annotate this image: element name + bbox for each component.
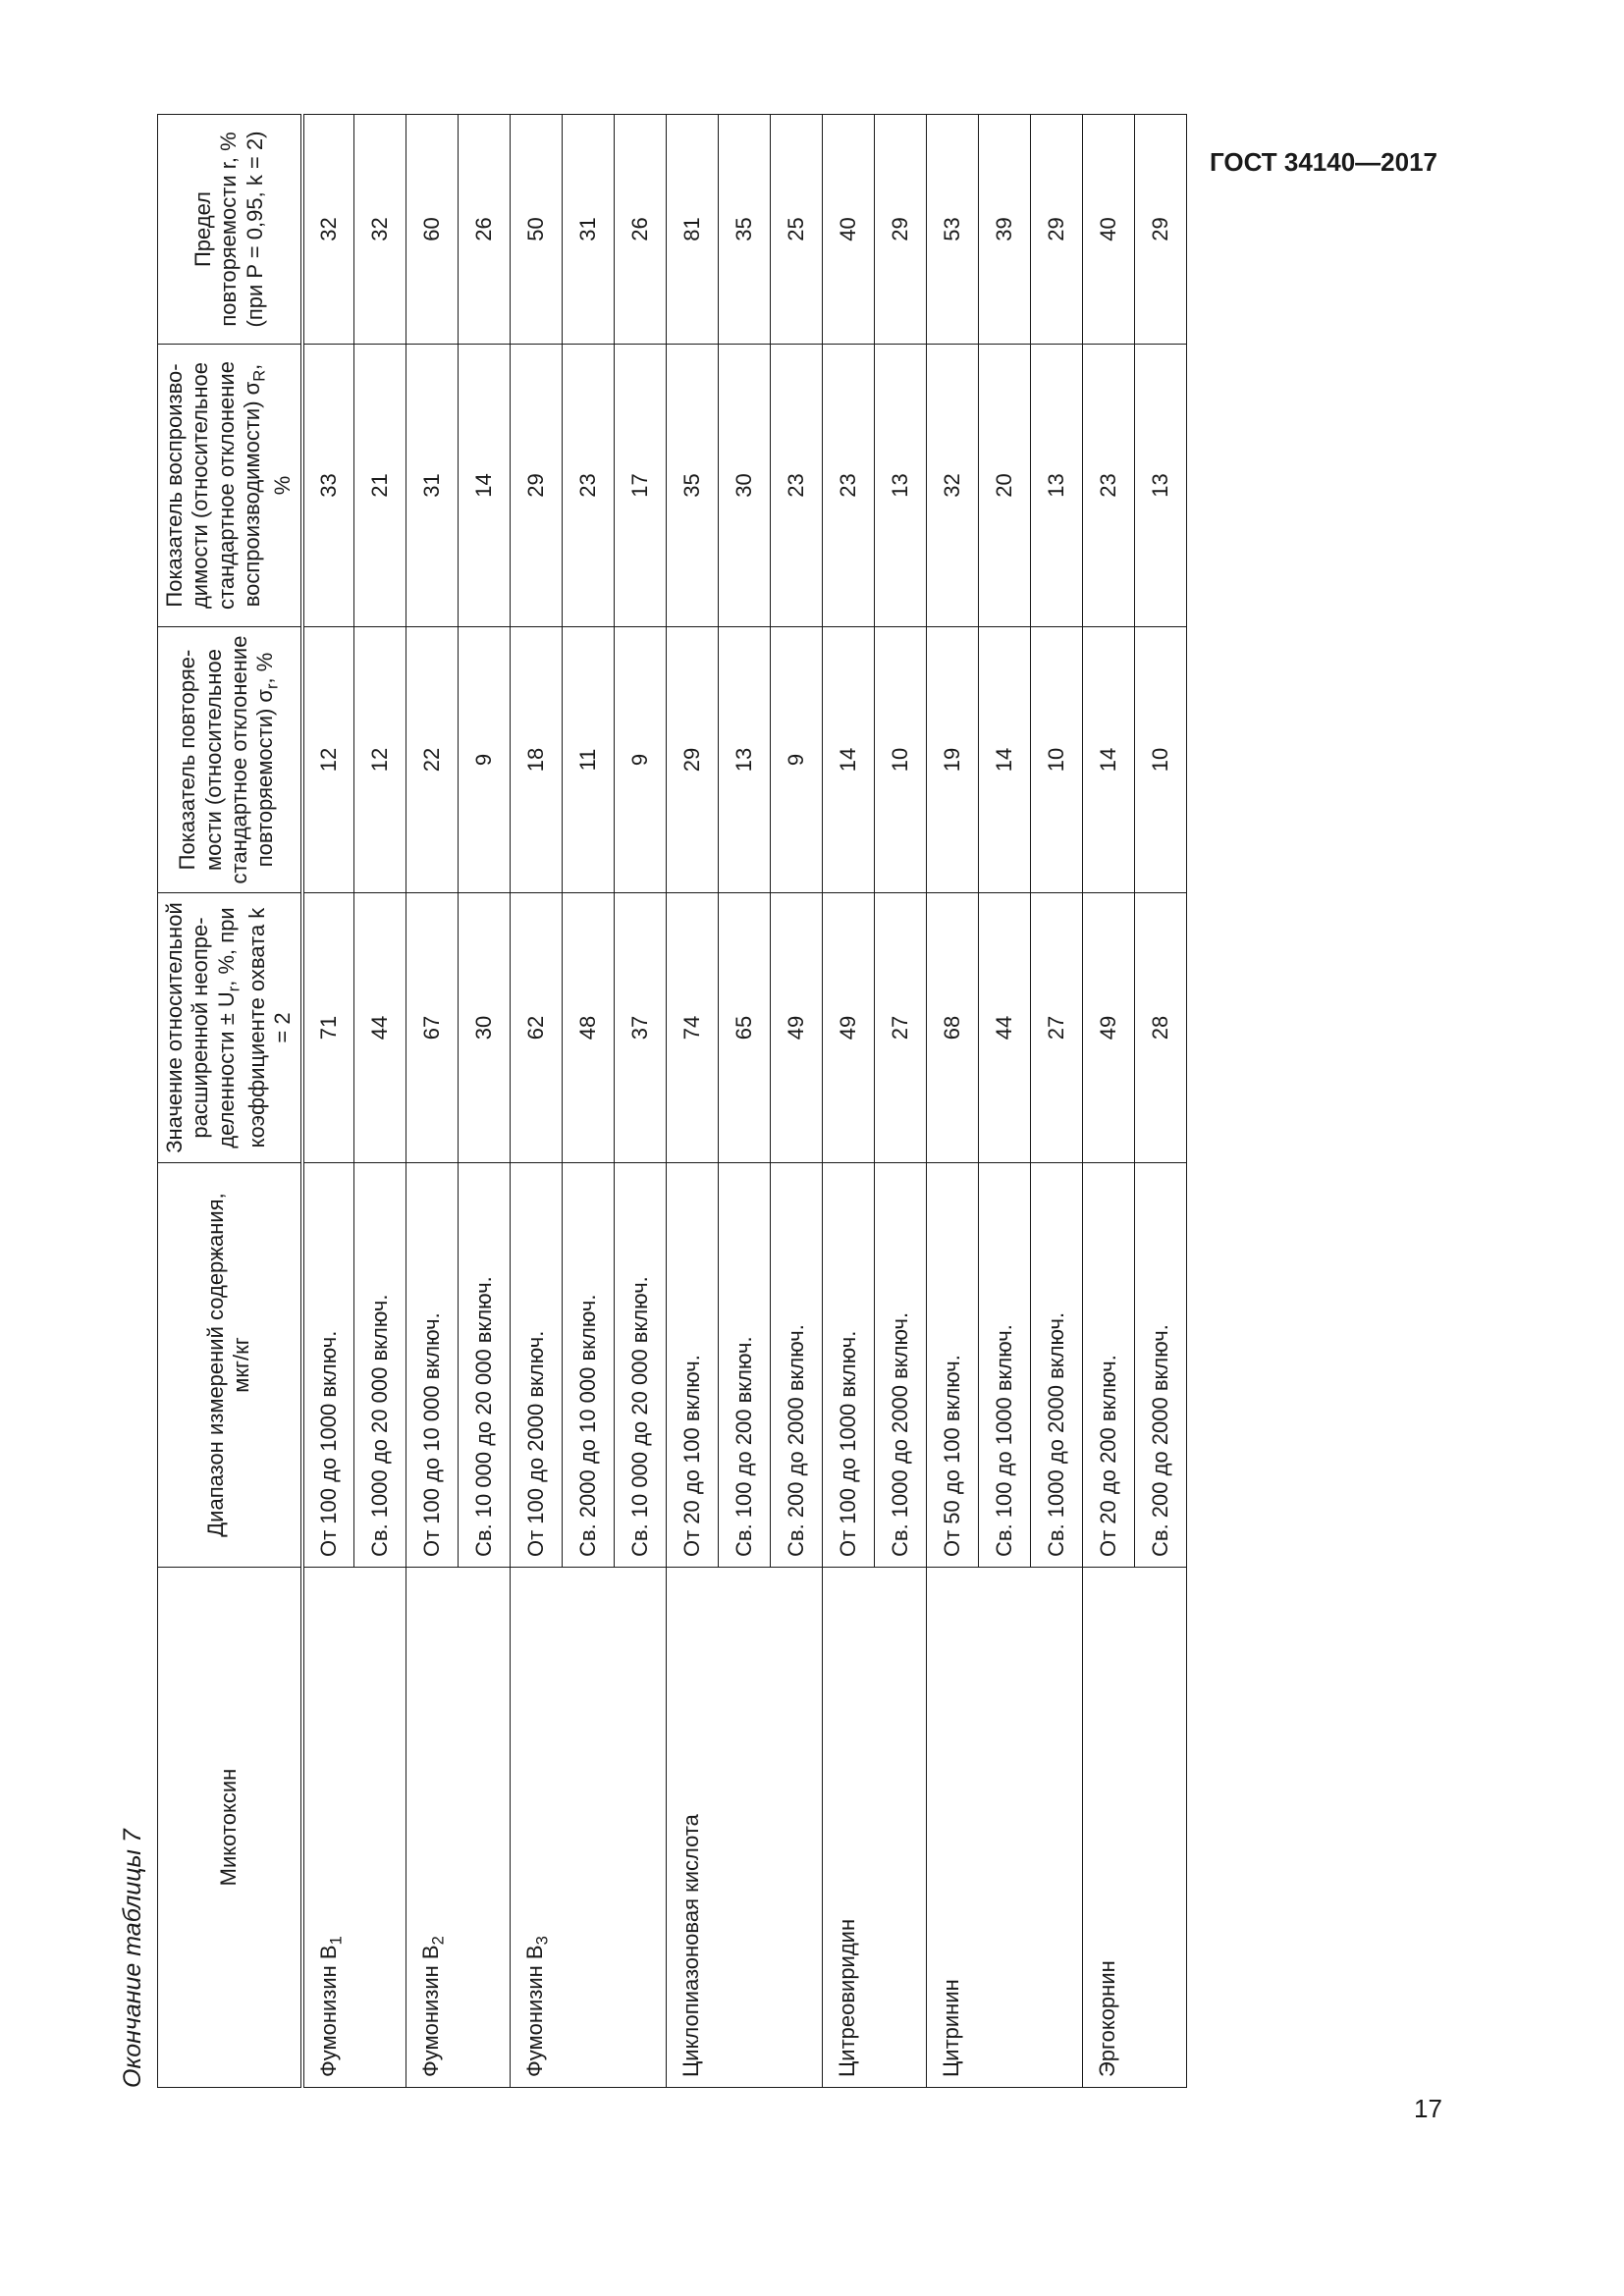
- reproducibility-sd-cell: 13: [1031, 345, 1083, 627]
- repeatability-sd-cell: 9: [615, 627, 667, 893]
- uncertainty-cell: 27: [1031, 893, 1083, 1163]
- mycotoxin-name-cell: [1083, 1568, 1187, 2088]
- mycotoxin-name: Фумонизин B: [522, 1945, 548, 2077]
- range-cell: Св. 1000 до 20 000 включ.: [354, 1163, 406, 1568]
- reproducibility-sd-cell: 21: [354, 345, 406, 627]
- range-cell: От 100 до 2000 включ.: [511, 1163, 563, 1568]
- range-cell: От 20 до 100 включ.: [667, 1163, 719, 1568]
- repeatability-limit-cell: 39: [979, 115, 1031, 345]
- reproducibility-sd-cell: 31: [406, 345, 459, 627]
- uncertainty-cell: 62: [511, 893, 563, 1163]
- reproducibility-sd-cell: 23: [771, 345, 823, 627]
- uncertainty-cell: 28: [1135, 893, 1187, 1163]
- table-caption: Окончание таблицы 7: [119, 1829, 146, 2088]
- range-cell: Св. 1000 до 2000 включ.: [875, 1163, 927, 1568]
- range-cell: Св. 100 до 200 включ.: [719, 1163, 771, 1568]
- range-cell: Св. 2000 до 10 000 включ.: [563, 1163, 615, 1568]
- table-row: [406, 115, 459, 2088]
- repeatability-limit-cell: 31: [563, 115, 615, 345]
- header-mycotoxin: Микотоксин: [158, 1568, 302, 2088]
- uncertainty-cell: 44: [979, 893, 1031, 1163]
- range-cell: Св. 1000 до 2000 включ.: [1031, 1163, 1083, 1568]
- repeatability-sd-cell: 12: [354, 627, 406, 893]
- range-cell: От 20 до 200 включ.: [1083, 1163, 1135, 1568]
- reproducibility-sd-cell: 23: [1083, 345, 1135, 627]
- mycotoxin-subscript: 1: [327, 1936, 346, 1946]
- repeatability-sd-cell: 18: [511, 627, 563, 893]
- uncertainty-cell: 49: [1083, 893, 1135, 1163]
- repeatability-sd-cell: 29: [667, 627, 719, 893]
- repeatability-limit-cell: 53: [927, 115, 979, 345]
- repeatability-sd-cell: 10: [875, 627, 927, 893]
- repeatability-limit-cell: 26: [615, 115, 667, 345]
- mycotoxin-subscript: 3: [533, 1936, 552, 1946]
- repeatability-sd-cell: 10: [1031, 627, 1083, 893]
- range-cell: Св. 10 000 до 20 000 включ.: [459, 1163, 511, 1568]
- uncertainty-cell: 67: [406, 893, 459, 1163]
- mycotoxin-name: Цитреовиридин: [835, 1918, 860, 2077]
- header-repeatability-sd: Показатель повторяе- мости (относительное стандартное отклонение повторяемости) $\sigma_r$, %: [158, 627, 302, 893]
- header-reproducibility-sd: Показатель воспроизво- димости (относительное стандартное отклонение воспроизводимости) $\sigma_R$, %: [158, 345, 302, 627]
- mycotoxin-name-cell: [823, 1568, 927, 2088]
- repeatability-sd-cell: 14: [1083, 627, 1135, 893]
- repeatability-limit-cell: 29: [1135, 115, 1187, 345]
- mycotoxin-name: Циклопиазоновая кислота: [678, 1814, 704, 2077]
- header-range: Диапазон измерений содержания, мкг/кг: [158, 1163, 302, 1568]
- range-cell: От 100 до 10 000 включ.: [406, 1163, 459, 1568]
- table-row: [302, 115, 354, 2088]
- document-code: ГОСТ 34140—2017: [1210, 147, 1437, 177]
- uncertainty-cell: 48: [563, 893, 615, 1163]
- mycotoxin-name-cell: [511, 1568, 667, 2088]
- mycotoxin-name: Фумонизин B: [315, 1945, 341, 2077]
- repeatability-sd-cell: 9: [459, 627, 511, 893]
- range-cell: От 100 до 1000 включ.: [302, 1163, 354, 1568]
- uncertainty-cell: 65: [719, 893, 771, 1163]
- reproducibility-sd-cell: 29: [511, 345, 563, 627]
- reproducibility-sd-cell: 35: [667, 345, 719, 627]
- uncertainty-cell: 49: [823, 893, 875, 1163]
- mycotoxin-subscript: 2: [429, 1936, 448, 1946]
- uncertainty-cell: 74: [667, 893, 719, 1163]
- repeatability-limit-cell: 60: [406, 115, 459, 345]
- uncertainty-cell: 44: [354, 893, 406, 1163]
- repeatability-sd-cell: 14: [979, 627, 1031, 893]
- uncertainty-cell: 71: [302, 893, 354, 1163]
- range-cell: Св. 200 до 2000 включ.: [1135, 1163, 1187, 1568]
- reproducibility-sd-cell: 13: [875, 345, 927, 627]
- mycotoxin-name-cell: [667, 1568, 823, 2088]
- uncertainty-cell: 68: [927, 893, 979, 1163]
- repeatability-limit-cell: 32: [354, 115, 406, 345]
- mycotoxin-name: Эргокорнин: [1095, 1960, 1120, 2077]
- range-cell: Св. 200 до 2000 включ.: [771, 1163, 823, 1568]
- repeatability-limit-cell: 26: [459, 115, 511, 345]
- header-uncertainty: Значение относительной расширенной неопре- деленности ± $U_r$, %, при коэффициенте охвата k = 2: [158, 893, 302, 1163]
- mycotoxin-name-cell: [406, 1568, 511, 2088]
- reproducibility-sd-cell: 33: [302, 345, 354, 627]
- repeatability-limit-cell: 40: [823, 115, 875, 345]
- reproducibility-sd-cell: 13: [1135, 345, 1187, 627]
- mycotoxin-name-cell: [302, 1568, 406, 2088]
- repeatability-sd-cell: 12: [302, 627, 354, 893]
- reproducibility-sd-cell: 20: [979, 345, 1031, 627]
- uncertainty-cell: 27: [875, 893, 927, 1163]
- repeatability-sd-cell: 10: [1135, 627, 1187, 893]
- page-number: 17: [1414, 2094, 1442, 2123]
- mycotoxin-precision-table: [157, 114, 1187, 2088]
- table-row: [511, 115, 563, 2088]
- repeatability-limit-cell: 25: [771, 115, 823, 345]
- repeatability-sd-cell: 19: [927, 627, 979, 893]
- repeatability-limit-cell: 81: [667, 115, 719, 345]
- repeatability-limit-cell: 29: [1031, 115, 1083, 345]
- repeatability-limit-cell: 32: [302, 115, 354, 345]
- range-cell: Св. 100 до 1000 включ.: [979, 1163, 1031, 1568]
- repeatability-limit-cell: 35: [719, 115, 771, 345]
- reproducibility-sd-cell: 30: [719, 345, 771, 627]
- reproducibility-sd-cell: 23: [823, 345, 875, 627]
- repeatability-sd-cell: 22: [406, 627, 459, 893]
- range-cell: От 100 до 1000 включ.: [823, 1163, 875, 1568]
- mycotoxin-name-cell: [927, 1568, 1083, 2088]
- repeatability-sd-cell: 13: [719, 627, 771, 893]
- mycotoxin-name: Фумонизин B: [418, 1945, 444, 2077]
- reproducibility-sd-cell: 14: [459, 345, 511, 627]
- mycotoxin-name: Цитринин: [939, 1979, 964, 2077]
- reproducibility-sd-cell: 23: [563, 345, 615, 627]
- table-body: [302, 115, 1187, 2088]
- reproducibility-sd-cell: 17: [615, 345, 667, 627]
- range-cell: Св. 10 000 до 20 000 включ.: [615, 1163, 667, 1568]
- repeatability-limit-cell: 50: [511, 115, 563, 345]
- range-cell: От 50 до 100 включ.: [927, 1163, 979, 1568]
- repeatability-sd-cell: 14: [823, 627, 875, 893]
- uncertainty-cell: 49: [771, 893, 823, 1163]
- repeatability-limit-cell: 29: [875, 115, 927, 345]
- table-row: [667, 115, 719, 2088]
- table-row: [1083, 115, 1135, 2088]
- reproducibility-sd-cell: 32: [927, 345, 979, 627]
- repeatability-sd-cell: 9: [771, 627, 823, 893]
- table-row: [927, 115, 979, 2088]
- table-row: [823, 115, 875, 2088]
- header-repeatability-limit: Предел повторяемости r, % (при P = 0,95, k = 2): [158, 115, 302, 345]
- repeatability-sd-cell: 11: [563, 627, 615, 893]
- repeatability-limit-cell: 40: [1083, 115, 1135, 345]
- rotated-table-block: [108, 115, 1173, 2088]
- uncertainty-cell: 37: [615, 893, 667, 1163]
- uncertainty-cell: 30: [459, 893, 511, 1163]
- table-header-row: [158, 115, 302, 2088]
